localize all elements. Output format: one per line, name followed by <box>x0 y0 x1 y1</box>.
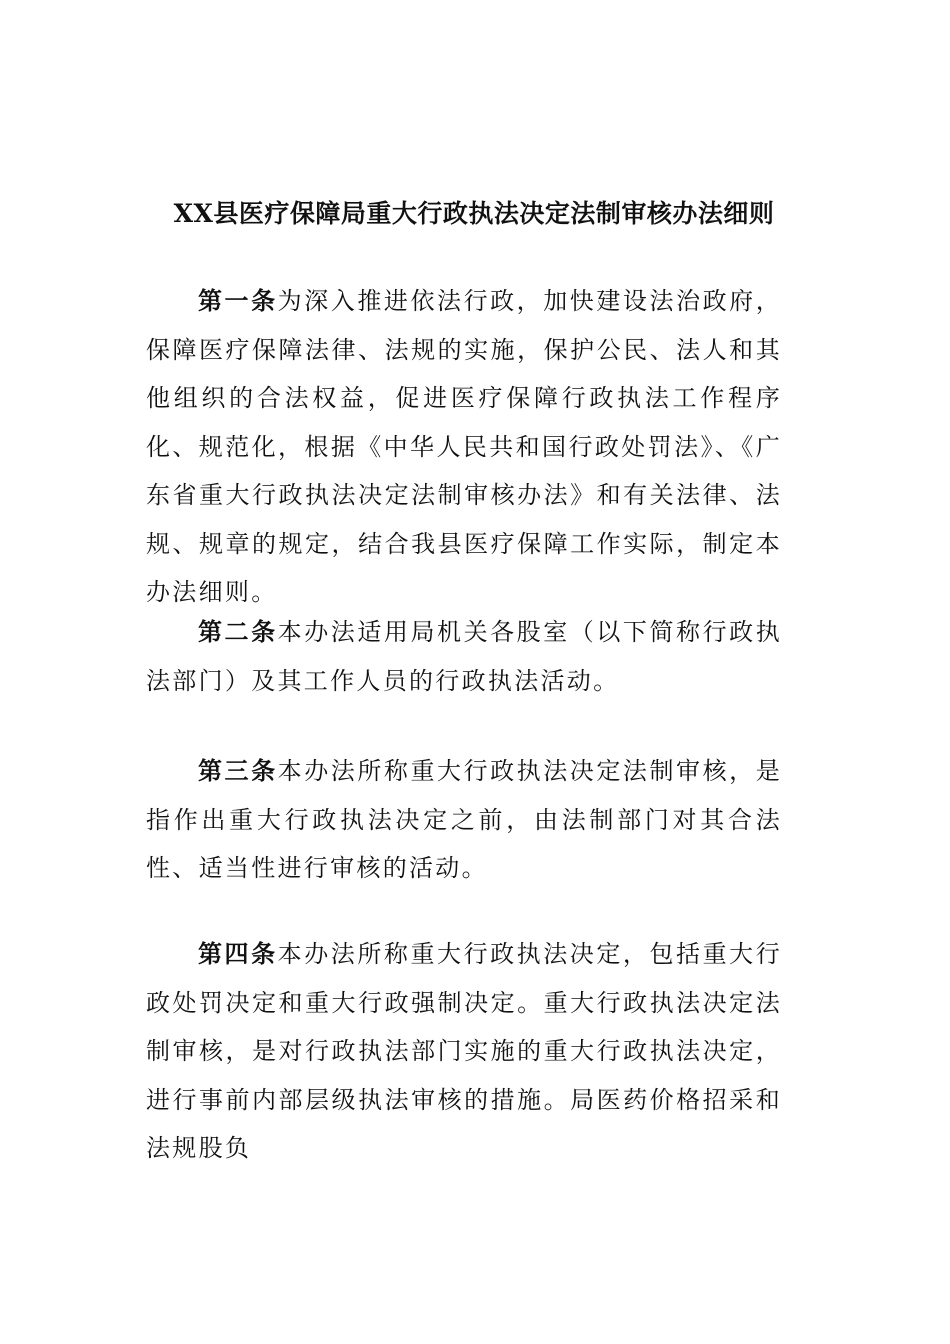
article-2 <box>146 608 782 705</box>
article-1-text: 为深入推进依法行政，加快建设法治政府，保障医疗保障法律、法规的实施，保护公民、法人和其他组织的合法权益，促进医疗保障行政执法工作程序化、规范化，根据《中华人民共和国行政处罚法》、《广东省重大行政执法决定法制审核办法》和有关法律、法规、规章的规定，结合我县医疗保障工作实际，制定本办法细则。 <box>146 287 782 606</box>
article-2-text: 本办法适用局机关各股室（以下简称行政执法部门）及其工作人员的行政执法活动。 <box>146 618 782 695</box>
article-1 <box>146 277 782 617</box>
article-3-label: 第三条 <box>198 756 278 785</box>
article-3-text: 本办法所称重大行政执法决定法制审核，是指作出重大行政执法决定之前，由法制部门对其合法性、适当性进行审核的活动。 <box>146 757 782 882</box>
article-4-text: 本办法所称重大行政执法决定，包括重大行政处罚决定和重大行政强制决定。重大行政执法决定法制审核，是对行政执法部门实施的重大行政执法决定，进行事前内部层级执法审核的措施。局医药价格招采和法规股负 <box>146 940 782 1162</box>
article-3 <box>146 747 782 893</box>
article-1-label: 第一条 <box>198 286 278 315</box>
article-2-label: 第二条 <box>198 617 278 646</box>
document-title: XX县医疗保障局重大行政执法决定法制审核办法细则 <box>173 199 775 228</box>
article-4 <box>146 930 782 1173</box>
article-4-label: 第四条 <box>198 939 278 968</box>
